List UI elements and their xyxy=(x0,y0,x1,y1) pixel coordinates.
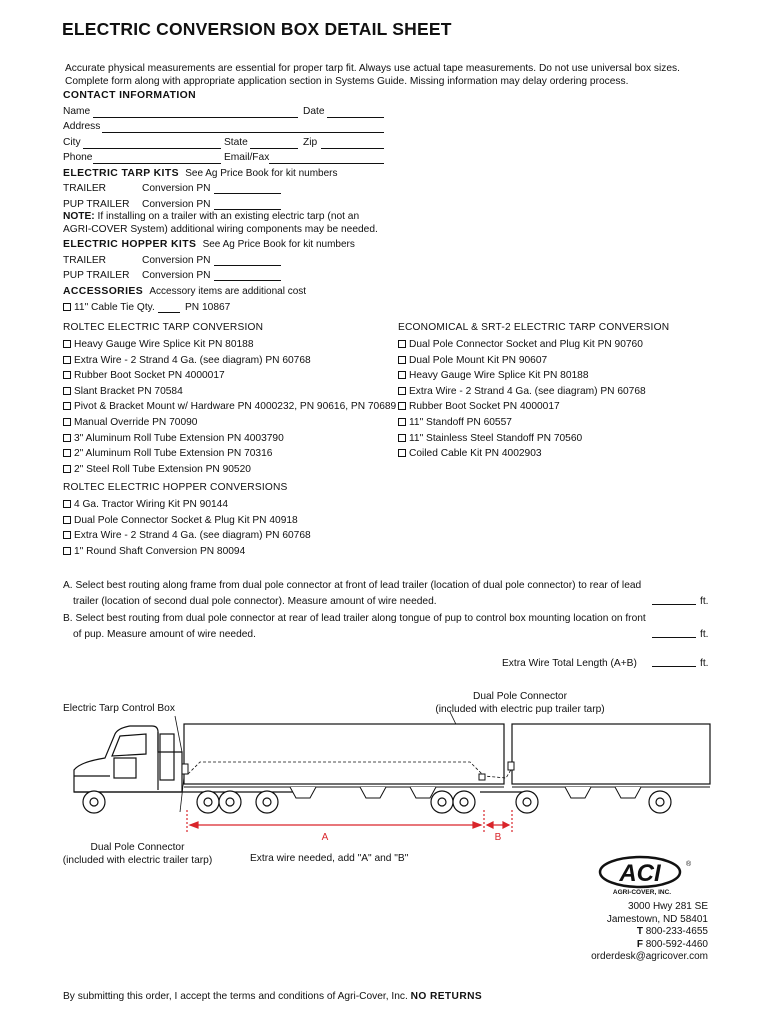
routing-b-line-1: B. Select best routing from dual pole connector at rear of lead trailer along tongue of pup to control box mounting location on front xyxy=(63,613,646,624)
city-label: City xyxy=(63,137,81,148)
control-box-left xyxy=(182,764,188,774)
extra-wire-label: Extra wire needed, add "A" and "B" xyxy=(250,853,409,864)
roltec-tarp-item xyxy=(63,462,396,478)
roltec-tarp-checkbox[interactable] xyxy=(63,402,71,410)
roltec-hopper-label: Extra Wire - 2 Strand 4 Ga. (see diagram) PN 60768 xyxy=(74,530,311,542)
cable-tie-label: 11" Cable Tie Qty. xyxy=(74,302,155,313)
roltec-tarp-label: Extra Wire - 2 Strand 4 Ga. (see diagram) PN 60768 xyxy=(74,354,311,366)
roltec-tarp-item xyxy=(63,353,396,369)
leader-line-control-box-left xyxy=(175,716,182,752)
total-ft-field[interactable] xyxy=(652,666,696,667)
economical-checkbox[interactable] xyxy=(398,340,406,348)
tractor-cab xyxy=(74,726,182,792)
hopper-kits-note: See Ag Price Book for kit numbers xyxy=(202,239,355,250)
economical-item xyxy=(398,399,646,415)
economical-item xyxy=(398,431,646,447)
economical-list xyxy=(398,337,646,462)
roltec-tarp-label: 2" Aluminum Roll Tube Extension PN 70316 xyxy=(74,448,273,460)
state-field[interactable] xyxy=(250,148,298,149)
roltec-hopper-item xyxy=(63,513,311,529)
roltec-hopper-label: Dual Pole Connector Socket & Plug Kit PN 40918 xyxy=(74,514,298,526)
routing-a-line-1: A. Select best routing along frame from dual pole connector at front of lead trailer (location of dual pole connector) to rear of lead xyxy=(63,580,642,591)
hopper-kits-heading xyxy=(63,239,355,250)
routing-b-ft: ft. xyxy=(700,629,709,640)
tarp-pup-conv-field[interactable] xyxy=(214,209,281,210)
company-address xyxy=(560,901,708,964)
page-title: ELECTRIC CONVERSION BOX DETAIL SHEET xyxy=(62,19,452,39)
tarp-pup-label: PUP TRAILER xyxy=(63,199,130,210)
roltec-tarp-checkbox[interactable] xyxy=(63,418,71,426)
economical-item xyxy=(398,415,646,431)
economical-label: Rubber Boot Socket PN 4000017 xyxy=(409,401,560,413)
name-field[interactable] xyxy=(93,117,298,118)
roltec-tarp-label: Heavy Gauge Wire Splice Kit PN 80188 xyxy=(74,339,254,350)
roltec-tarp-label: 2" Steel Roll Tube Extension PN 90520 xyxy=(74,463,251,475)
hopper-pup-conv-label: Conversion PN xyxy=(142,270,211,281)
control-box-left-label: Electric Tarp Control Box xyxy=(63,703,175,714)
roltec-tarp-checkbox[interactable] xyxy=(63,371,71,379)
no-returns: NO RETURNS xyxy=(410,991,483,1002)
address-line-1: 3000 Hwy 281 SE xyxy=(627,901,708,912)
economical-checkbox[interactable] xyxy=(398,371,406,379)
tarp-trailer-conv-field[interactable] xyxy=(214,193,281,194)
intro-text xyxy=(65,62,680,88)
roltec-tarp-checkbox[interactable] xyxy=(63,465,71,473)
economical-item xyxy=(398,384,646,400)
roltec-tarp-label: Rubber Boot Socket PN 4000017 xyxy=(74,370,225,382)
economical-checkbox[interactable] xyxy=(398,449,406,457)
total-label: Extra Wire Total Length (A+B) xyxy=(502,658,637,669)
state-label: State xyxy=(224,137,248,148)
roltec-tarp-label: Manual Override PN 70090 xyxy=(74,416,198,428)
hopper-pup-conv-field[interactable] xyxy=(214,280,281,281)
note-line-1: If installing on a trailer with an existing electric tarp (not an xyxy=(94,211,360,222)
roltec-tarp-item xyxy=(63,415,396,431)
control-box-right xyxy=(508,762,514,770)
name-label: Name xyxy=(63,106,91,117)
roltec-tarp-checkbox[interactable] xyxy=(63,387,71,395)
economical-label: 11" Stainless Steel Standoff PN 70560 xyxy=(409,432,583,444)
dimension-lines xyxy=(187,810,512,834)
economical-label: Extra Wire - 2 Strand 4 Ga. (see diagram) PN 60768 xyxy=(409,385,646,397)
tarp-note xyxy=(63,211,378,236)
svg-text:ACI: ACI xyxy=(619,860,661,887)
company-email[interactable]: orderdesk@agricover.com xyxy=(591,951,708,963)
roltec-tarp-checkbox[interactable] xyxy=(63,340,71,348)
label-a: A xyxy=(321,832,329,843)
economical-checkbox[interactable] xyxy=(398,387,406,395)
lead-trailer-hoppers xyxy=(290,787,436,798)
roltec-tarp-checkbox[interactable] xyxy=(63,449,71,457)
economical-item xyxy=(398,368,646,384)
roltec-hopper-checkbox[interactable] xyxy=(63,531,71,539)
email-field[interactable] xyxy=(269,163,384,164)
aci-logo xyxy=(598,852,693,897)
dual-pole-top-line-1: Dual Pole Connector xyxy=(472,691,567,702)
note-bold: NOTE: xyxy=(63,211,95,222)
intro-line-1: Accurate physical measurements are essential for proper tarp fit. Always use actual tape measurements. Do not use universal box sizes. xyxy=(65,63,680,74)
svg-text:®: ® xyxy=(686,861,692,868)
hopper-pup-label: PUP TRAILER xyxy=(63,270,130,281)
pup-trailer-box xyxy=(512,724,710,784)
cable-tie-item xyxy=(63,302,155,313)
label-b: B xyxy=(494,832,502,843)
email-label: Email/Fax xyxy=(224,152,270,163)
economical-label: Heavy Gauge Wire Splice Kit PN 80188 xyxy=(409,370,589,382)
roltec-hopper-label: 1" Round Shaft Conversion PN 80094 xyxy=(74,545,246,557)
roltec-tarp-checkbox[interactable] xyxy=(63,434,71,442)
economical-label: 11" Standoff PN 60557 xyxy=(409,416,512,428)
roltec-tarp-heading: ROLTEC ELECTRIC TARP CONVERSION xyxy=(63,322,264,333)
roltec-hopper-item xyxy=(63,544,311,560)
fax-line: F 800-592-4460 xyxy=(636,938,708,950)
phone-label: Phone xyxy=(63,152,93,163)
economical-label: Dual Pole Connector Socket and Plug Kit PN 90760 xyxy=(409,339,643,350)
roltec-hopper-item xyxy=(63,497,311,513)
hopper-trailer-label: TRAILER xyxy=(63,255,107,266)
economical-heading: ECONOMICAL & SRT-2 ELECTRIC TARP CONVERSION xyxy=(398,322,670,333)
roltec-hopper-heading: ROLTEC ELECTRIC HOPPER CONVERSIONS xyxy=(63,482,288,493)
dual-pole-top-line-2: (included with electric pup trailer tarp) xyxy=(435,703,605,715)
roltec-tarp-item xyxy=(63,399,396,415)
routing-a-ft-field[interactable] xyxy=(652,604,696,605)
zip-field[interactable] xyxy=(321,148,384,149)
accessories-title: ACCESSORIES xyxy=(63,286,144,297)
hopper-trailer-conv-field[interactable] xyxy=(214,265,281,266)
roltec-tarp-item xyxy=(63,337,396,353)
address-line-2: Jamestown, ND 58401 xyxy=(606,913,708,925)
accessories-heading xyxy=(63,286,306,297)
economical-checkbox[interactable] xyxy=(398,356,406,364)
economical-item xyxy=(398,337,646,353)
economical-item xyxy=(398,446,646,462)
roltec-hopper-checkbox[interactable] xyxy=(63,547,71,555)
roltec-hopper-list xyxy=(63,497,311,559)
roltec-tarp-label: Slant Bracket PN 70584 xyxy=(74,385,183,397)
contact-heading: CONTACT INFORMATION xyxy=(63,90,197,101)
roltec-tarp-item xyxy=(63,446,396,462)
date-label: Date xyxy=(303,106,325,117)
roltec-hopper-checkbox[interactable] xyxy=(63,516,71,524)
dual-pole-bottom-line-1: Dual Pole Connector xyxy=(90,842,185,853)
cable-tie-checkbox[interactable] xyxy=(63,303,71,311)
total-ft: ft. xyxy=(700,658,709,669)
economical-checkbox[interactable] xyxy=(398,418,406,426)
hopper-kits-title: ELECTRIC HOPPER KITS xyxy=(63,239,197,250)
routing-b-line-2: of pup. Measure amount of wire needed. xyxy=(73,629,256,640)
footer xyxy=(63,991,482,1002)
roltec-tarp-item xyxy=(63,431,396,447)
hopper-trailer-conv-label: Conversion PN xyxy=(142,255,211,266)
note-line-2: AGRI-COVER System) additional wiring components may be needed. xyxy=(63,223,378,235)
economical-label: Coiled Cable Kit PN 4002903 xyxy=(409,448,542,460)
address-label: Address xyxy=(63,121,101,132)
economical-item xyxy=(398,353,646,369)
routing-a-ft: ft. xyxy=(700,596,709,607)
svg-text:AGRI-COVER, INC.: AGRI-COVER, INC. xyxy=(612,889,672,896)
economical-checkbox[interactable] xyxy=(398,402,406,410)
lead-trailer-box xyxy=(184,724,504,784)
date-field[interactable] xyxy=(327,117,384,118)
tarp-trailer-label: TRAILER xyxy=(63,183,107,194)
roltec-tarp-checkbox[interactable] xyxy=(63,356,71,364)
dual-pole-connector-rear xyxy=(479,774,485,780)
tarp-kits-heading xyxy=(63,168,338,179)
tarp-kits-note: See Ag Price Book for kit numbers xyxy=(185,168,338,179)
pup-trailer-hoppers xyxy=(565,787,641,798)
accessories-note: Accessory items are additional cost xyxy=(149,286,307,297)
roltec-tarp-item xyxy=(63,384,396,400)
city-field[interactable] xyxy=(83,148,221,149)
economical-label: Dual Pole Mount Kit PN 90607 xyxy=(409,354,548,366)
routing-b-ft-field[interactable] xyxy=(652,637,696,638)
footer-text: By submitting this order, I accept the terms and conditions of Agri-Cover, Inc. xyxy=(63,991,411,1002)
tarp-kits-title: ELECTRIC TARP KITS xyxy=(63,168,179,179)
roltec-tarp-item xyxy=(63,368,396,384)
dual-pole-bottom-line-2: (included with electric trailer tarp) xyxy=(62,854,213,866)
roltec-hopper-item xyxy=(63,528,311,544)
cable-tie-qty-field[interactable] xyxy=(158,312,180,313)
roltec-tarp-label: Pivot & Bracket Mount w/ Hardware PN 4000232, PN 90616, PN 70689 xyxy=(74,401,397,413)
routing-a-line-2: trailer (location of second dual pole connector). Measure amount of wire needed. xyxy=(73,596,437,607)
tarp-pup-conv-label: Conversion PN xyxy=(142,199,211,210)
roltec-tarp-list xyxy=(63,337,396,477)
intro-line-2: Complete form along with appropriate application section in Systems Guide. Missing information may delay ordering process. xyxy=(65,76,629,87)
truck-diagram xyxy=(60,712,720,847)
roltec-hopper-checkbox[interactable] xyxy=(63,500,71,508)
roltec-hopper-label: 4 Ga. Tractor Wiring Kit PN 90144 xyxy=(74,499,229,510)
phone-field[interactable] xyxy=(93,163,221,164)
phone-line: T 800-233-4655 xyxy=(636,926,708,938)
tarp-trailer-conv-label: Conversion PN xyxy=(142,183,211,194)
address-field[interactable] xyxy=(102,132,384,133)
roltec-tarp-label: 3" Aluminum Roll Tube Extension PN 4003790 xyxy=(74,432,284,444)
zip-label: Zip xyxy=(303,137,318,148)
cable-tie-pn: PN 10867 xyxy=(185,302,231,313)
economical-checkbox[interactable] xyxy=(398,434,406,442)
